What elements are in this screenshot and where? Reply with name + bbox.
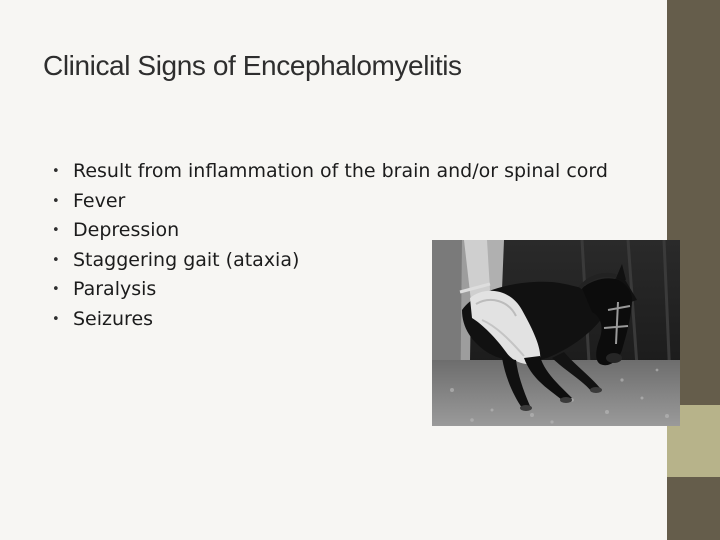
bullet-icon: •: [52, 282, 60, 298]
bullet-text: Paralysis: [73, 278, 157, 301]
bullet-icon: •: [52, 164, 60, 179]
bullet-text: Depression: [73, 219, 180, 242]
slide-title: Clinical Signs of Encephalomyelitis: [43, 50, 462, 81]
horse-in-sling-photo: [432, 240, 680, 426]
bullet-icon: •: [52, 311, 60, 327]
bullet-icon: •: [52, 193, 60, 209]
bullet-text: Fever: [73, 189, 126, 212]
bullet-text: Seizures: [73, 307, 154, 330]
bullet-icon: •: [52, 223, 60, 239]
bullet-text: Staggering gait (ataxia): [73, 248, 300, 271]
bullet-item: [52, 157, 608, 187]
photo-illustration: [432, 240, 680, 426]
bullet-icon: •: [52, 252, 60, 268]
bullet-text: Result from inflammation of the brain and/or spinal cord: [73, 160, 608, 182]
bullet-item: [52, 187, 608, 217]
side-bar-dark-bottom: [667, 477, 720, 540]
